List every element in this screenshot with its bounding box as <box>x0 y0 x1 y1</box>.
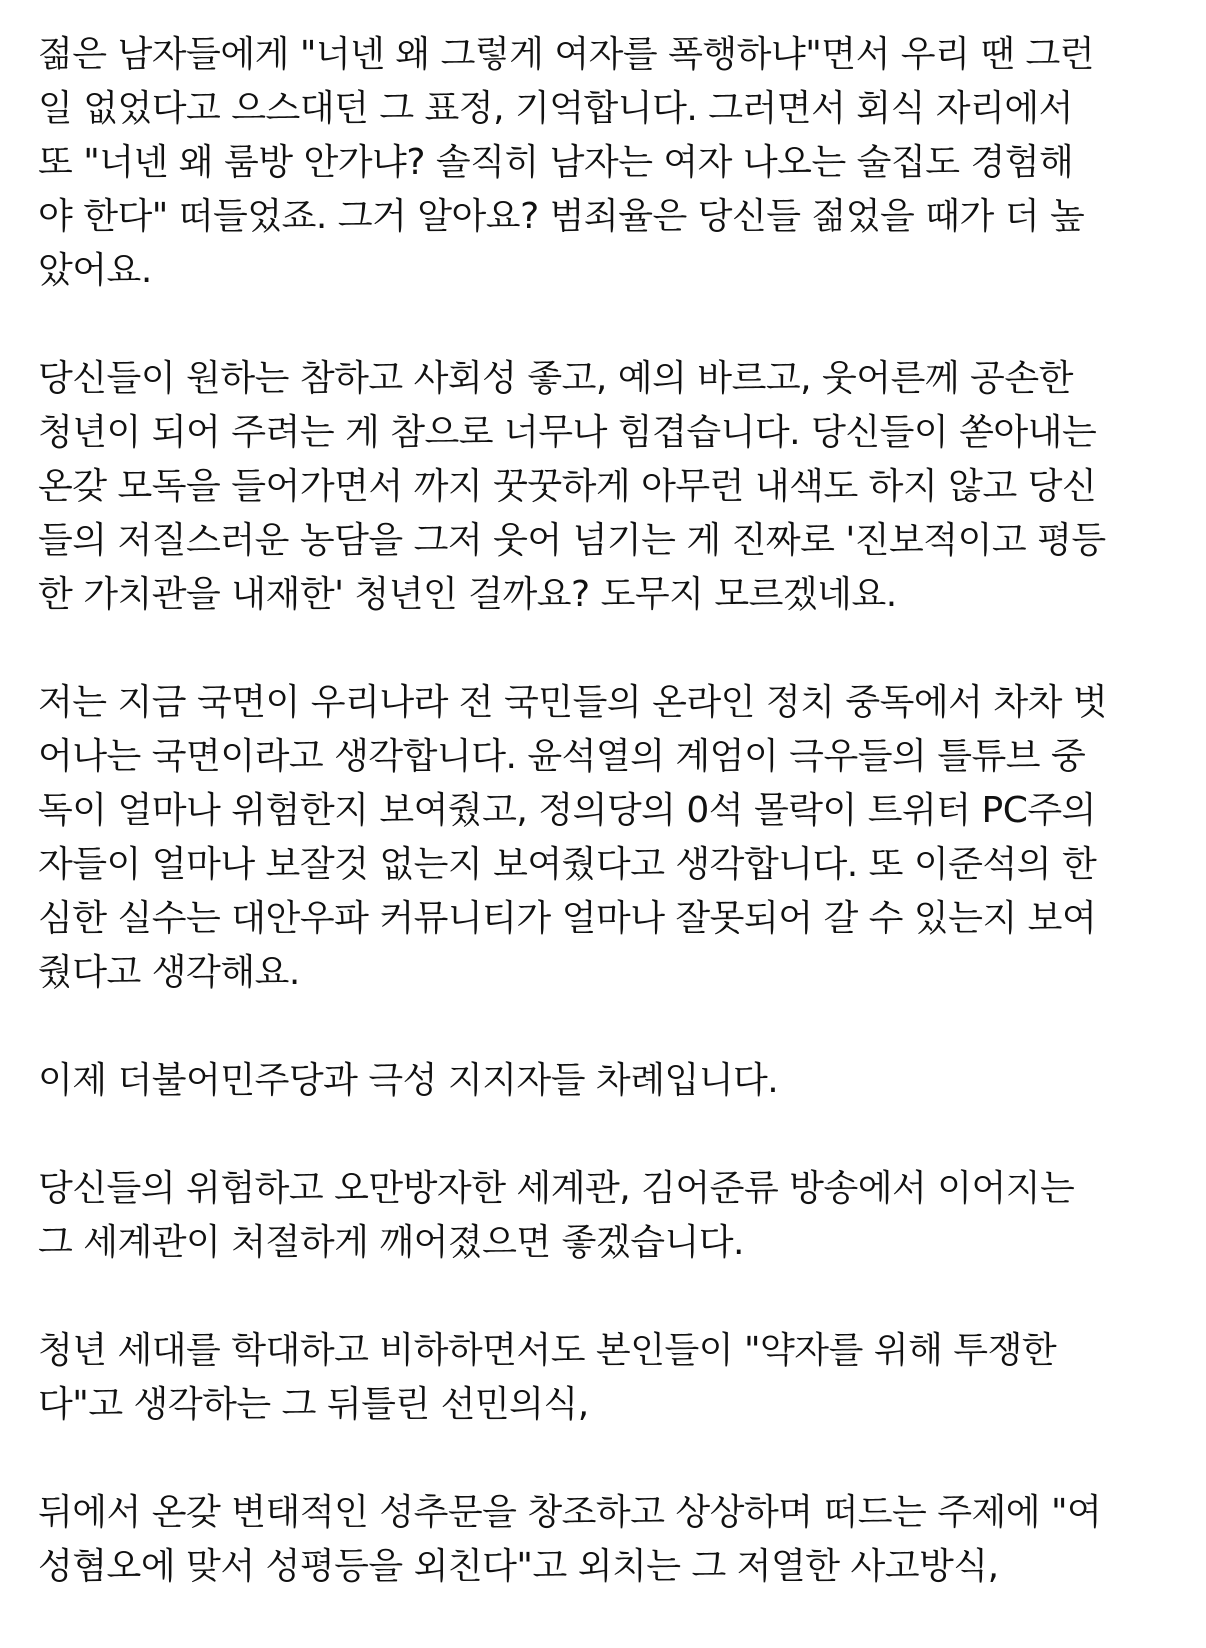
text-line: 또 "너넨 왜 룸방 안가냐? 솔직히 남자는 여자 나오는 술집도 경험해 <box>38 142 1074 183</box>
text-line: 젊은 남자들에게 "너넨 왜 그렇게 여자를 폭행하냐"면서 우리 땐 그런 <box>38 34 1095 75</box>
text-line: 한 가치관을 내재한' 청년인 걸까요? 도무지 모르겠네요. <box>38 574 897 615</box>
text-line: 자들이 얼마나 보잘것 없는지 보여줬다고 생각합니다. 또 이준석의 한 <box>38 844 1097 885</box>
text-line: 청년 세대를 학대하고 비하하면서도 본인들이 "약자를 위해 투쟁한 <box>38 1330 1057 1371</box>
text-line: 았어요. <box>38 250 152 291</box>
paragraph-6 <box>38 1324 1178 1432</box>
paragraph-1 <box>38 28 1178 298</box>
text-line: 그 세계관이 처절하게 깨어졌으면 좋겠습니다. <box>38 1222 744 1263</box>
text-document <box>38 28 1178 1648</box>
paragraph-7 <box>38 1486 1178 1594</box>
paragraph-5 <box>38 1162 1178 1270</box>
text-line: 이제 더불어민주당과 극성 지지자들 차례입니다. <box>38 1060 779 1101</box>
text-line: 어나는 국면이라고 생각합니다. 윤석열의 계엄이 극우들의 틀튜브 중 <box>38 736 1086 777</box>
text-line: 독이 얼마나 위험한지 보여줬고, 정의당의 0석 몰락이 트위터 PC주의 <box>38 790 1096 831</box>
text-line: 심한 실수는 대안우파 커뮤니티가 얼마나 잘못되어 갈 수 있는지 보여 <box>38 898 1097 939</box>
text-line: 들의 저질스러운 농담을 그저 웃어 넘기는 게 진짜로 '진보적이고 평등 <box>38 520 1106 561</box>
paragraph-4 <box>38 1054 1178 1108</box>
text-line: 성혐오에 맞서 성평등을 외친다"고 외치는 그 저열한 사고방식, <box>38 1546 999 1587</box>
text-line: 당신들이 원하는 참하고 사회성 좋고, 예의 바르고, 웃어른께 공손한 <box>38 358 1073 399</box>
text-line: 야 한다" 떠들었죠. 그거 알아요? 범죄율은 당신들 젊었을 때가 더 높 <box>38 196 1085 237</box>
text-line: 당신들의 위험하고 오만방자한 세계관, 김어준류 방송에서 이어지는 <box>38 1168 1075 1209</box>
text-line: 뒤에서 온갖 변태적인 성추문을 창조하고 상상하며 떠드는 주제에 "여 <box>38 1492 1102 1533</box>
text-line: 청년이 되어 주려는 게 참으로 너무나 힘겹습니다. 당신들이 쏟아내는 <box>38 412 1097 453</box>
text-line: 줬다고 생각해요. <box>38 952 300 993</box>
paragraph-3 <box>38 676 1178 1000</box>
text-line: 온갖 모독을 들어가면서 까지 꿋꿋하게 아무런 내색도 하지 않고 당신 <box>38 466 1097 507</box>
text-line: 일 없었다고 으스대던 그 표정, 기억합니다. 그러면서 회식 자리에서 <box>38 88 1073 129</box>
text-line: 다"고 생각하는 그 뒤틀린 선민의식, <box>38 1384 589 1425</box>
text-line: 저는 지금 국면이 우리나라 전 국민들의 온라인 정치 중독에서 차차 벗 <box>38 682 1108 723</box>
paragraph-2 <box>38 352 1178 622</box>
